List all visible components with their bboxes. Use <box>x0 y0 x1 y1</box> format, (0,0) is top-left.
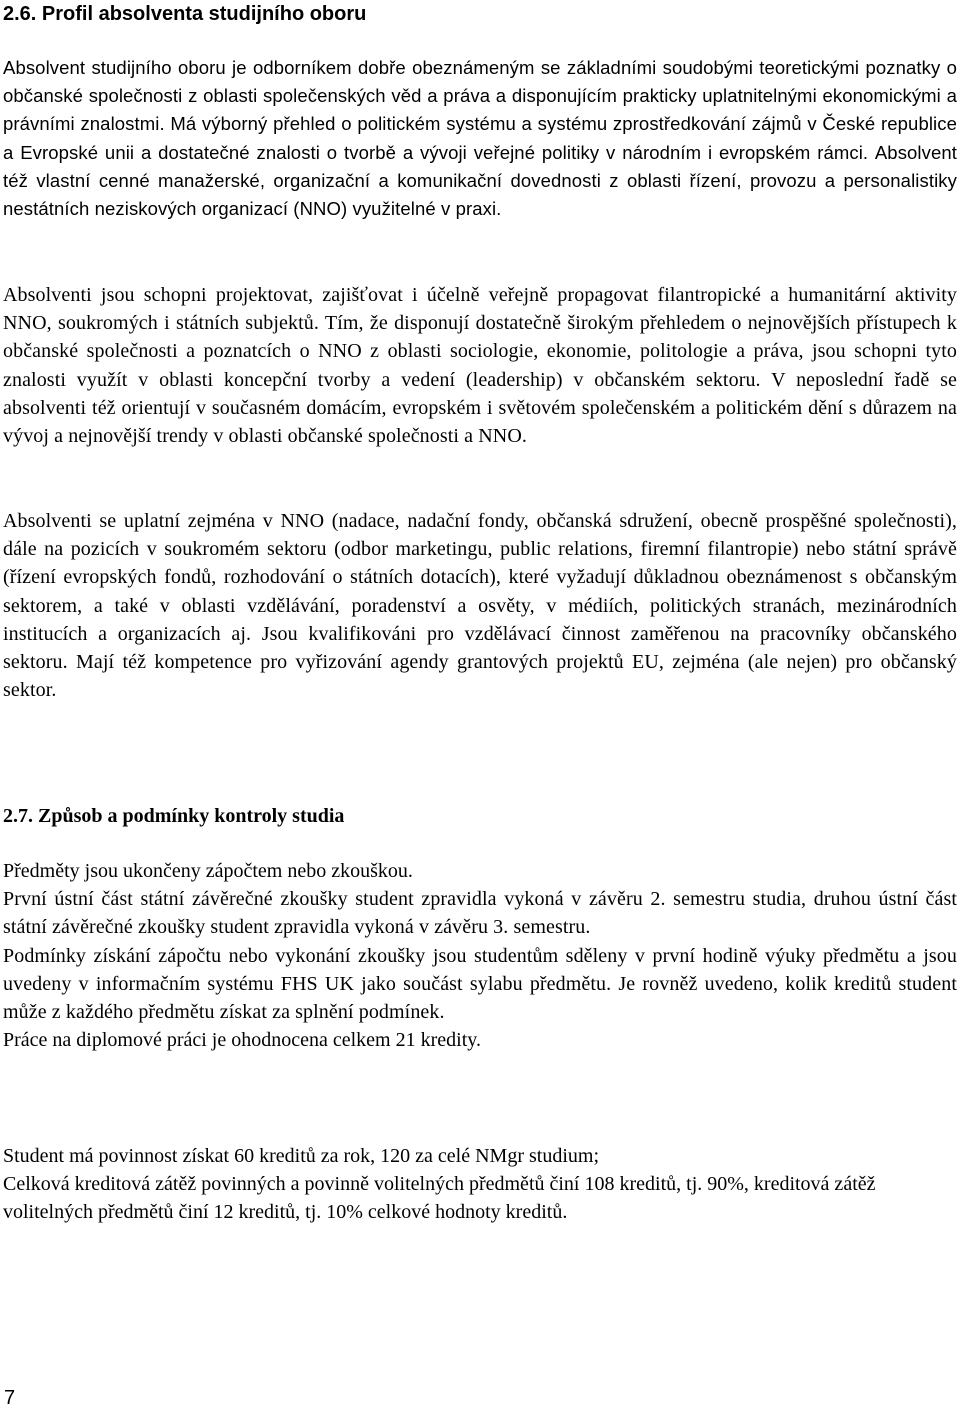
control-paragraphs <box>3 857 957 1054</box>
profile-paragraph-2: Absolventi jsou schopni projektovat, zajišťovat i účelně veřejně propagovat filantropické a humanitární aktivity NNO, soukromých i státních subjektů. Tím, že disponují dostatečně širokým přehledem o nejnovějších přístupech k občanské společnosti a poznatcích o NNO z oblasti sociologie, ekonomie, politologie a práva, jsou schopni tyto znalosti využít v oblasti koncepční tvorby a vedení (leadership) v občanském sektoru. V neposlední řadě se absolventi též orientují v současném domácím, evropském i světovém společenském a politickém dění s důrazem na vývoj a nejnovější trendy v oblasti občanské společnosti a NNO. <box>3 284 957 448</box>
credits-paragraphs <box>3 1142 957 1227</box>
profile-paragraph-1-end: Absolvent též vlastní cenné manažerské, organizační a komunikační dovednosti z oblasti řízení, provozu a personalistiky nestátních neziskových organizací (NNO) využitelné v praxi. <box>3 141 958 220</box>
page-number: 7 <box>4 1387 16 1409</box>
section-heading-profile: 2.6. Profil absolventa studijního oboru <box>3 3 367 25</box>
control-line-2: První ústní část státní závěrečné zkoušky student zpravidla vykoná v závěru 2. semestru studia, druhou ústní část státní závěrečné zkoušky student zpravidla vykoná v závěru 3. semestru. <box>3 888 957 939</box>
control-line-1: Předměty jsou ukončeny zápočtem nebo zkouškou. <box>3 860 413 882</box>
profile-paragraph-3: Absolventi se uplatní zejména v NNO (nadace, nadační fondy, občanská sdružení, obecně prospěšné společnosti), dále na pozicích v soukromém sektoru (odbor marketingu, public relations, firemní filantropie) nebo státní správě (řízení evropských fondů, rozhodování o státních dotacích), které vyžadují důkladnou obeznámenost s občanským sektorem, a také v oblasti vzdělávání, poradenství a osvěty, v médiích, politických stranách, mezinárodních institucích a organizacích aj. Jsou kvalifikováni pro vzdělávací činnost zaměřenou na pracovníky občanského sektoru. Mají též kompetence pro vyřizování agendy grantových projektů EU, zejména (ale nejen) pro občanský sektor. <box>3 510 957 702</box>
section-heading-control: 2.7. Způsob a podmínky kontroly studia <box>3 805 345 827</box>
profile-paragraph-1 <box>3 54 957 223</box>
control-line-4: Práce na diplomové práci je ohodnocena celkem 21 kredity. <box>3 1029 481 1052</box>
control-line-3: Podmínky získání zápočtu nebo vykonání zkoušky jsou studentům sděleny v první hodině výuky předmětu a jsou uvedeny v informačním systému FHS UK jako součást sylabu předmětu. Je rovněž uvedeno, kolik kreditů student může z každého předmětu získat za splnění podmínek. <box>3 944 957 1024</box>
credits-line-2: Celková kreditová zátěž povinných a povinně volitelných předmětů činí 108 kreditů, tj. 90%, kreditová zátěž volitelných předmětů činí 12 kreditů, tj. 10% celkové hodnoty kreditů. <box>3 1173 876 1224</box>
credits-line-1: Student má povinnost získat 60 kreditů za rok, 120 za celé NMgr studium; <box>3 1145 599 1167</box>
profile-paragraph-1-middle: Má výborný přehled o politickém systému a systému zprostředkování zájmů v České republice a Evropské unii a dostatečné znalosti o tvorbě a vývoji veřejné politiky v národním i evropském rámci. <box>3 113 957 163</box>
profile-paragraph-1-start: Absolvent studijního oboru je odborníkem dobře obeznámeným se základními soudobými teoretickými poznatky o občanské společnosti z oblasti společenských věd a práva a disponujícím prakticky uplatnitelnými ekonomickými a právními znalostmi. <box>3 57 957 135</box>
